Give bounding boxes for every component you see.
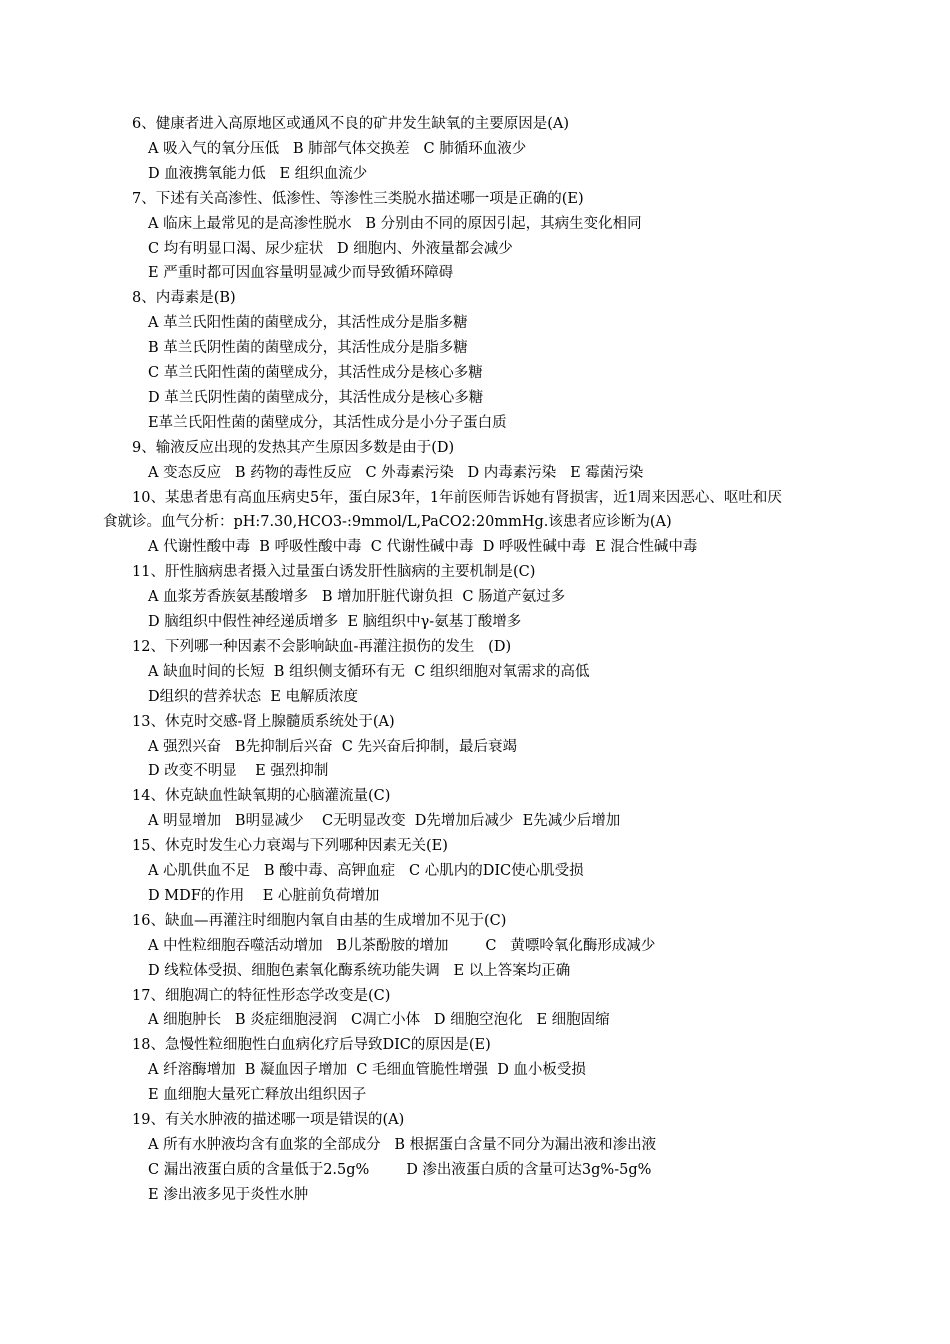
question-line: 14、休克缺血性缺氧期的心脑灌流量(C) bbox=[132, 788, 391, 804]
option-line: A 心肌供血不足 B 酸中毒、高钾血症 C 心肌内的DIC使心肌受损 bbox=[148, 863, 584, 879]
option-line: A 纤溶酶增加 B 凝血因子增加 C 毛细血管脆性增强 D 血小板受损 bbox=[148, 1062, 586, 1078]
option-line: D 脑组织中假性神经递质增多 E 脑组织中γ-氨基丁酸增多 bbox=[148, 614, 522, 630]
option-line: A 细胞肿长 B 炎症细胞浸润 C凋亡小体 D 细胞空泡化 E 细胞固缩 bbox=[148, 1012, 610, 1028]
option-line: D 改变不明显 E 强烈抑制 bbox=[148, 763, 329, 779]
option-line: E 严重时都可因血容量明显减少而导致循环障碍 bbox=[148, 265, 454, 281]
option-line: A 所有水肿液均含有血浆的全部成分 B 根据蛋白含量不同分为漏出液和渗出液 bbox=[148, 1137, 657, 1153]
option-line: A 明显增加 B明显减少 C无明显改变 D先增加后减少 E先减少后增加 bbox=[148, 813, 621, 829]
continuation-line: 食就诊。血气分析：pH:7.30,HCO3-:9mmol/L,PaCO2:20mmHg.该患者应诊断为(A) bbox=[103, 514, 672, 530]
option-line: A 变态反应 B 药物的毒性反应 C 外毒素污染 D 内毒素污染 E 霉菌污染 bbox=[148, 465, 644, 481]
question-line: 12、下列哪一种因素不会影响缺血-再灌注损伤的发生 (D) bbox=[132, 639, 512, 655]
option-line: D 血液携氧能力低 E 组织血流少 bbox=[148, 166, 368, 182]
option-line: D MDF的作用 E 心脏前负荷增加 bbox=[148, 888, 380, 904]
option-line: C 漏出液蛋白质的含量低于2.5g% D 渗出液蛋白质的含量可达3g%-5g% bbox=[148, 1162, 652, 1178]
question-line: 11、肝性脑病患者摄入过量蛋白诱发肝性脑病的主要机制是(C) bbox=[132, 564, 536, 580]
option-line: A 临床上最常见的是高渗性脱水 B 分别由不同的原因引起，其病生变化相同 bbox=[148, 216, 642, 232]
question-line: 6、健康者进入高原地区或通风不良的矿井发生缺氧的主要原因是(A) bbox=[132, 116, 570, 132]
option-line: B 革兰氏阴性菌的菌壁成分，其活性成分是脂多糖 bbox=[148, 340, 468, 356]
option-line: D 革兰氏阴性菌的菌壁成分，其活性成分是核心多糖 bbox=[148, 390, 484, 406]
question-line: 16、缺血—再灌注时细胞内氧自由基的生成增加不见于(C) bbox=[132, 913, 507, 929]
question-line: 10、某患者患有高血压病史5年，蛋白尿3年，1年前医师告诉她有肾损害，近1周来因恶心、呕吐和厌 bbox=[132, 490, 782, 506]
option-line: E 渗出液多见于炎性水肿 bbox=[148, 1187, 309, 1203]
question-line: 18、急慢性粒细胞性白血病化疗后导致DIC的原因是(E) bbox=[132, 1037, 491, 1053]
question-line: 7、下述有关高渗性、低渗性、等渗性三类脱水描述哪一项是正确的(E) bbox=[132, 191, 584, 207]
option-line: D组织的营养状态 E 电解质浓度 bbox=[148, 689, 359, 705]
option-line: C 均有明显口渴、尿少症状 D 细胞内、外液量都会减少 bbox=[148, 241, 513, 257]
option-line: A 吸入气的氧分压低 B 肺部气体交换差 C 肺循环血液少 bbox=[148, 141, 527, 157]
question-line: 17、细胞凋亡的特征性形态学改变是(C) bbox=[132, 988, 391, 1004]
question-line: 9、输液反应出现的发热其产生原因多数是由于(D) bbox=[132, 440, 455, 456]
question-line: 8、内毒素是(B) bbox=[132, 290, 236, 306]
question-line: 15、休克时发生心力衰竭与下列哪种因素无关(E) bbox=[132, 838, 448, 854]
option-line: A 代谢性酸中毒 B 呼吸性酸中毒 C 代谢性碱中毒 D 呼吸性碱中毒 E 混合性碱中毒 bbox=[148, 539, 698, 555]
question-line: 19、有关水肿液的描述哪一项是错误的(A) bbox=[132, 1112, 405, 1128]
option-line: A 革兰氏阳性菌的菌壁成分，其活性成分是脂多糖 bbox=[148, 315, 468, 331]
option-line: E革兰氏阳性菌的菌壁成分，其活性成分是小分子蛋白质 bbox=[148, 415, 507, 431]
option-line: D 线粒体受损、细胞色素氧化酶系统功能失调 E 以上答案均正确 bbox=[148, 963, 571, 979]
option-line: A 缺血时间的长短 B 组织侧支循环有无 C 组织细胞对氧需求的高低 bbox=[148, 664, 590, 680]
option-line: A 血浆芳香族氨基酸增多 B 增加肝脏代谢负担 C 肠道产氨过多 bbox=[148, 589, 566, 605]
option-line: E 血细胞大量死亡释放出组织因子 bbox=[148, 1087, 367, 1103]
option-line: C 革兰氏阳性菌的菌壁成分，其活性成分是核心多糖 bbox=[148, 365, 483, 381]
option-line: A 中性粒细胞吞噬活动增加 B儿茶酚胺的增加 C 黄嘌呤氧化酶形成减少 bbox=[148, 938, 656, 954]
option-line: A 强烈兴奋 B先抑制后兴奋 C 先兴奋后抑制，最后衰竭 bbox=[148, 739, 517, 755]
question-line: 13、休克时交感-肾上腺髓质系统处于(A) bbox=[132, 714, 395, 730]
